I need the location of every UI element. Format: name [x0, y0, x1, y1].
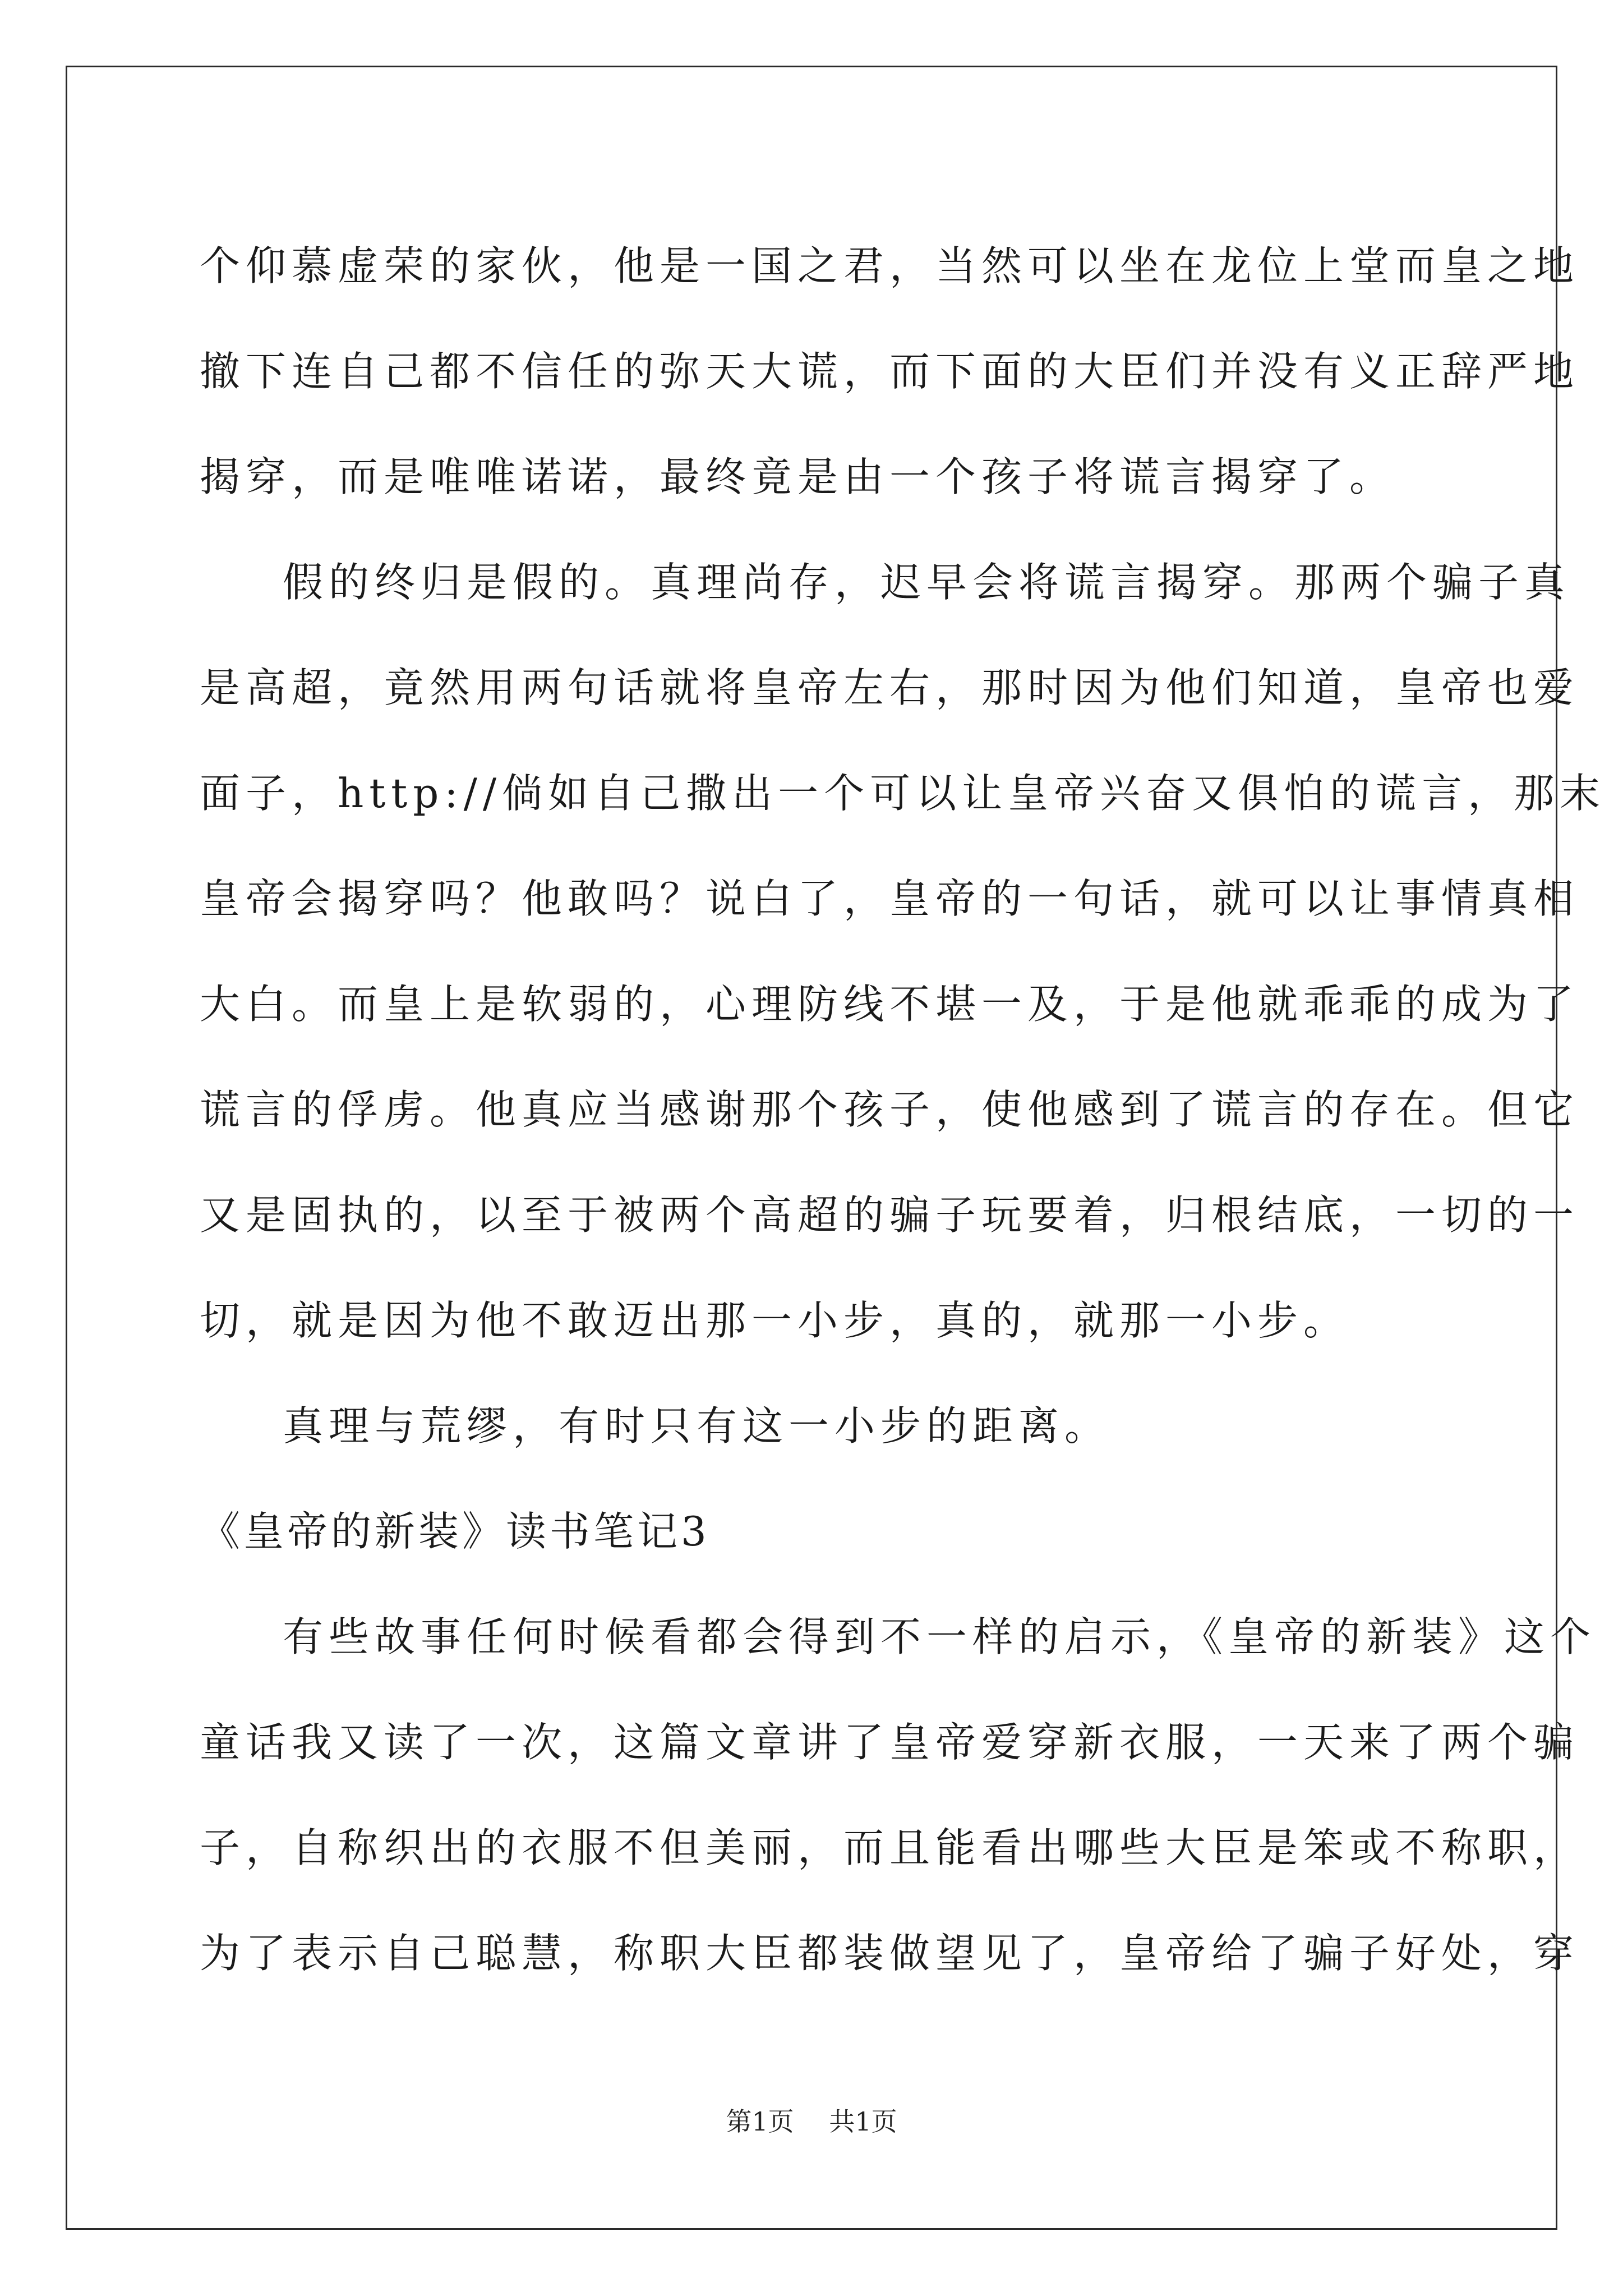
page-number: 第1页	[726, 2106, 794, 2137]
text-line: 皇帝会揭穿吗？他敢吗？说白了，皇帝的一句话，就可以让事情真相	[200, 875, 1580, 922]
paragraph-start-line: 假的终归是假的。真理尚存，迟早会将谎言揭穿。那两个骗子真	[283, 559, 1571, 606]
document-body	[200, 213, 1606, 2006]
text-line: 面子，http://倘如自己撒出一个可以让皇帝兴奋又俱怕的谎言，那末	[200, 770, 1606, 817]
text-line: 揭穿，而是唯唯诺诺，最终竟是由一个孩子将谎言揭穿了。	[200, 453, 1396, 500]
page-total: 共1页	[829, 2106, 897, 2137]
text-line: 童话我又读了一次，这篇文章讲了皇帝爱穿新衣服，一天来了两个骗	[200, 1719, 1580, 1766]
text-line: 谎言的俘虏。他真应当感谢那个孩子，使他感到了谎言的存在。但它	[200, 1086, 1580, 1133]
paragraph-start-line: 有些故事任何时候看都会得到不一样的启示，《皇帝的新装》这个	[283, 1613, 1597, 1660]
text-line: 个仰慕虚荣的家伙，他是一国之君，当然可以坐在龙位上堂而皇之地	[200, 242, 1580, 289]
text-line: 子，自称织出的衣服不但美丽，而且能看出哪些大臣是笨或不称职，	[200, 1824, 1580, 1871]
text-line: 切，就是因为他不敢迈出那一小步，真的，就那一小步。	[200, 1297, 1350, 1344]
text-line: 又是固执的，以至于被两个高超的骗子玩要着，归根结底，一切的一	[200, 1191, 1580, 1239]
text-line: 是高超，竟然用两句话就将皇帝左右，那时因为他们知道，皇帝也爱	[200, 664, 1580, 711]
page-footer	[0, 2105, 1623, 2138]
section-heading: 《皇帝的新装》读书笔记3	[200, 1508, 710, 1555]
text-line: 大白。而皇上是软弱的，心理防线不堪一及，于是他就乖乖的成为了	[200, 981, 1580, 1028]
text-line: 为了表示自己聪慧，称职大臣都装做望见了，皇帝给了骗子好处，穿	[200, 1930, 1580, 1977]
text-line: 撤下连自己都不信任的弥天大谎，而下面的大臣们并没有义正辞严地	[200, 348, 1580, 395]
paragraph-start-line: 真理与荒缪，有时只有这一小步的距离。	[283, 1402, 1111, 1450]
